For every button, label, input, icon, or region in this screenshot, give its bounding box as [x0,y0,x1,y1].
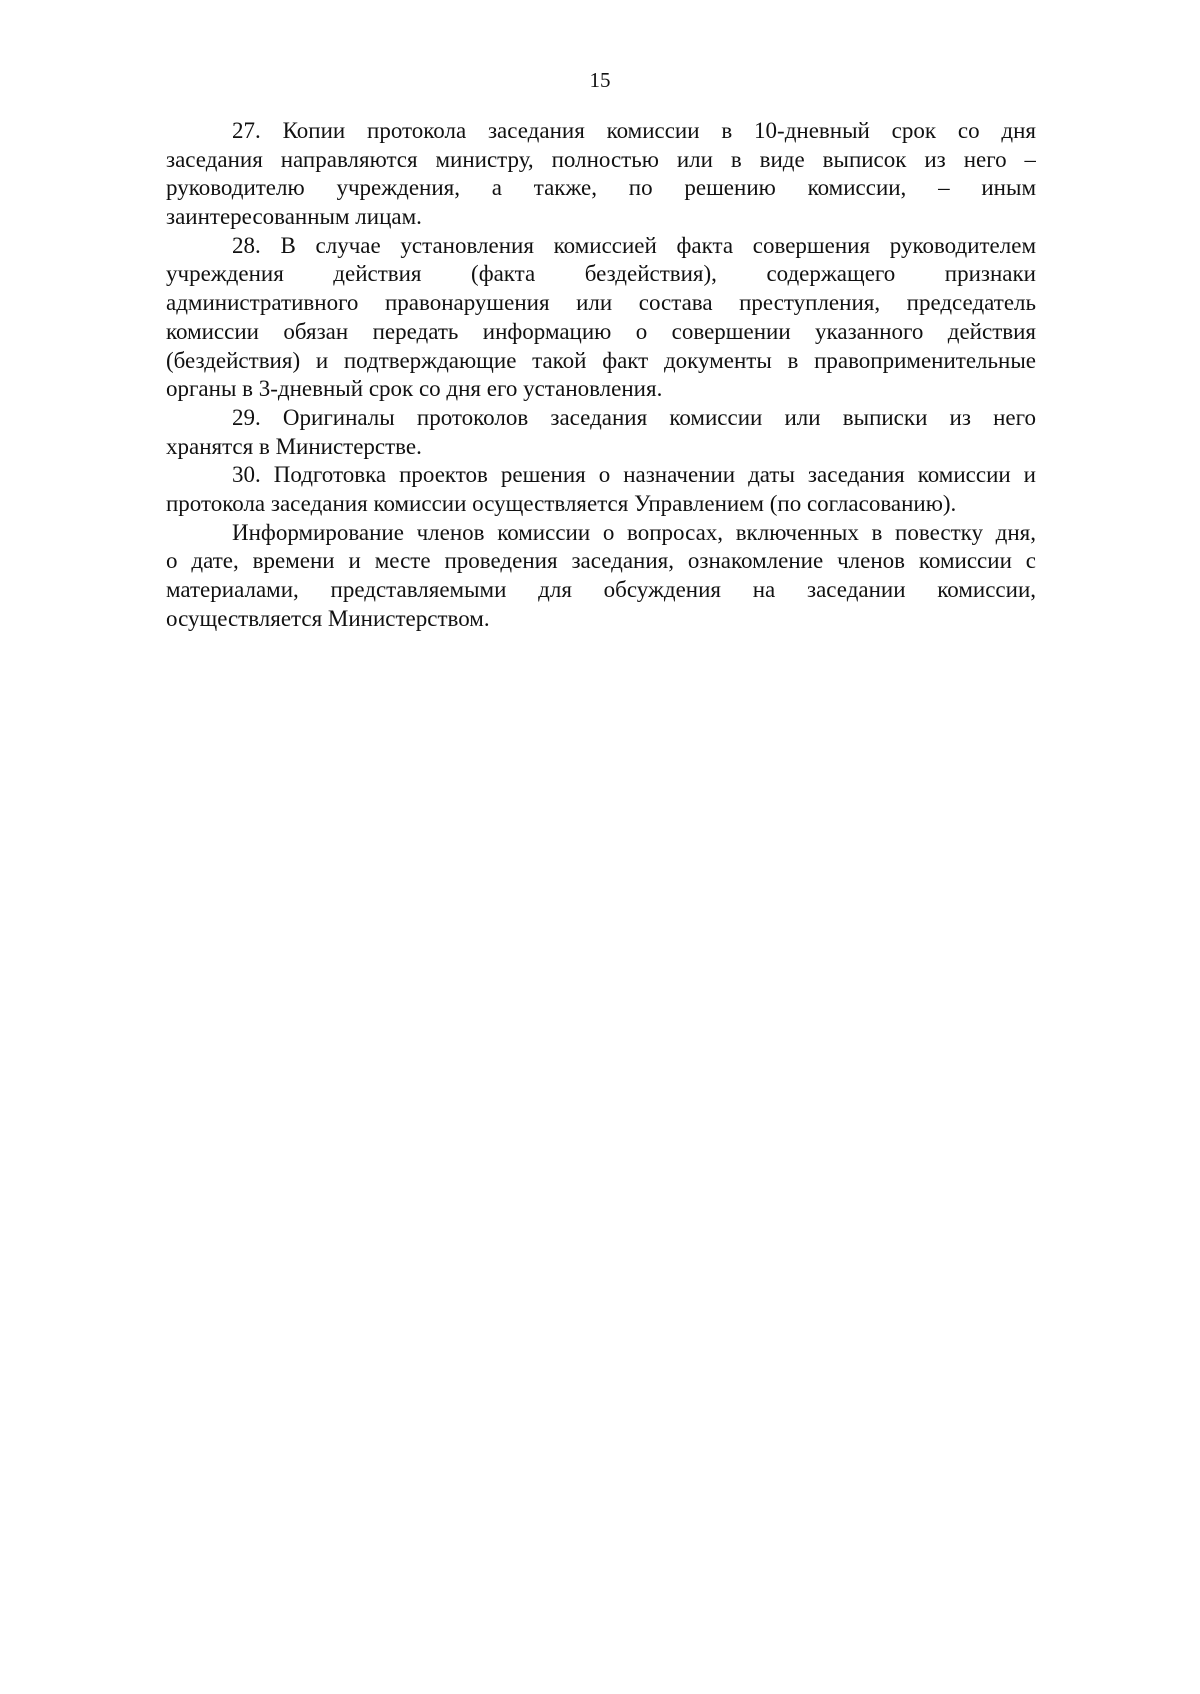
text-line: заседания направляются министру, полностью или в виде выписок из него – [166,146,1036,172]
text-line: 29. Оригиналы протоколов заседания комиссии или выписки из него [232,404,1036,430]
paragraph [166,461,1036,518]
document-body [166,117,1036,633]
text-line: учреждения действия (факта бездействия), содержащего признаки [166,261,1036,287]
paragraph [166,232,1036,404]
text-line: материалами, представляемыми для обсуждения на заседании комиссии, [166,577,1036,602]
text-line: административного правонарушения или состава преступления, председатель [166,290,1036,316]
text-line: руководителю учреждения, а также, по решению комиссии, – иным [166,175,1036,201]
text-line: Информирование членов комиссии о вопросах, включенных в повестку дня, [232,519,1036,545]
text-line: хранятся в Министерстве. [166,433,422,459]
text-line: заинтересованным лицам. [166,204,422,230]
text-line: (бездействия) и подтверждающие такой факт документы в правоприменительные [166,347,1036,373]
page-number: 15 [589,68,611,92]
text-line: 27. Копии протокола заседания комиссии в 10-дневный срок со дня [232,118,1036,143]
text-line: осуществляется Министерством. [166,605,490,631]
text-line: протокола заседания комиссии осуществляется Управлением (по согласованию). [166,490,957,516]
text-line: 30. Подготовка проектов решения о назначении даты заседания комиссии и [232,462,1036,488]
text-line: комиссии обязан передать информацию о совершении указанного действия [166,318,1036,344]
text-line: 28. В случае установления комиссией факта совершения руководителем [232,232,1036,258]
paragraph [166,404,1036,461]
text-line: органы в 3-дневный срок со дня его установления. [166,376,663,402]
paragraph [166,519,1036,634]
text-line: о дате, времени и месте проведения заседания, ознакомление членов комиссии с [166,548,1036,574]
paragraph [166,117,1036,232]
